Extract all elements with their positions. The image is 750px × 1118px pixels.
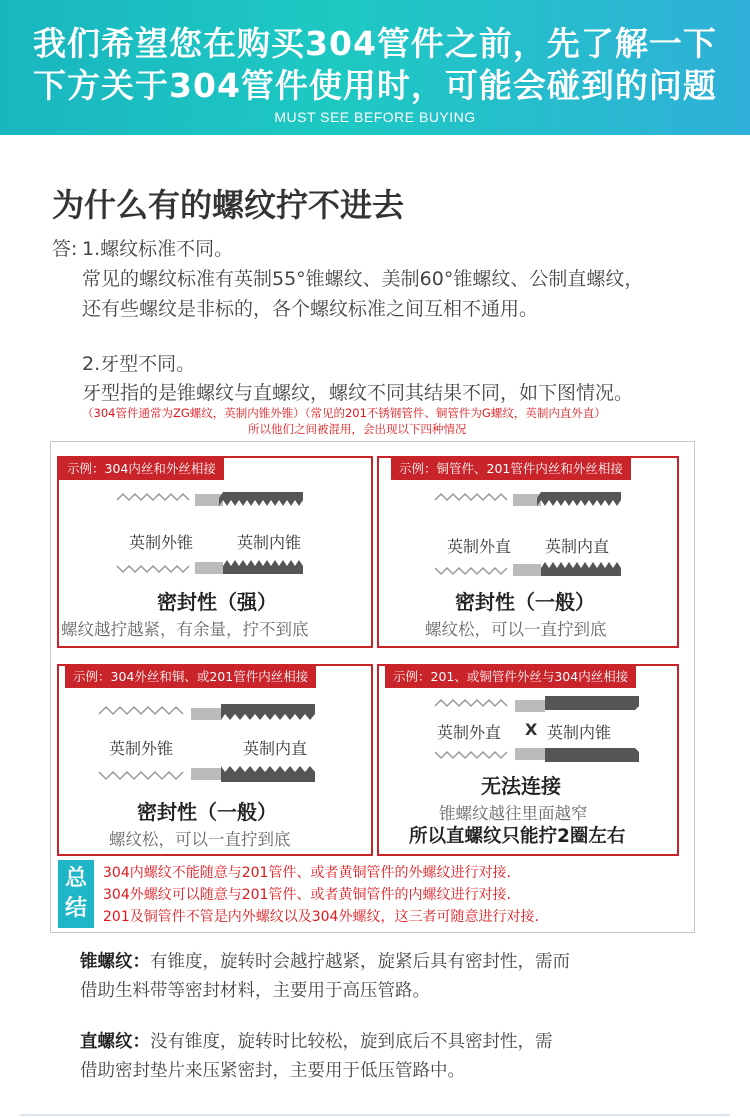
- left-label: 英制外直: [437, 723, 502, 742]
- banner-subtitle: MUST SEE BEFORE BUYING: [274, 109, 476, 125]
- red-note-2: 所以他们之间被混用，会出现以下四种情况: [248, 422, 467, 436]
- result-desc: 螺纹越拧越紧，有余量，拧不到底: [61, 620, 309, 639]
- result-title: 无法连接: [481, 774, 561, 798]
- case-card-4: [377, 664, 679, 856]
- result-title: 密封性（一般）: [137, 800, 277, 824]
- taper-thread-title: 锥螺纹：: [80, 952, 150, 972]
- thread-diagram-taper-straight-engaged: [97, 762, 317, 788]
- thread-diagram-taper-male-straight-female: [97, 698, 317, 724]
- red-note-1: （304管件通常为ZG螺纹，英制内锥外锥）（常见的201不锈钢管件、铜管件为G螺纹，英制内直外直）: [82, 406, 606, 420]
- answer-point1-line1: 常见的螺纹标准有英制55°锥螺纹、美制60°锥螺纹、公制直螺纹，: [82, 268, 644, 290]
- left-label: 英制外锥: [129, 533, 194, 552]
- case-tag: 示例：304外丝和铜、或201管件内丝相接: [65, 666, 316, 688]
- summary-line-1: 304内螺纹不能随意与201管件、或者黄铜管件的外螺纹进行对接.: [103, 865, 511, 881]
- case-tag: 示例：铜管件、201管件内丝和外丝相接: [391, 458, 631, 480]
- result-desc: 螺纹松，可以一直拧到底: [109, 830, 291, 849]
- thread-diagram-no-connection: [433, 742, 643, 766]
- straight-thread-text1: 没有锥度，旋转时比较松，旋到底后不具密封性，需: [150, 1032, 553, 1052]
- banner-title-line1: 我们希望您在购买304管件之前，先了解一下: [33, 24, 717, 63]
- right-label: 英制内锥: [237, 533, 302, 552]
- taper-thread-line1: [80, 948, 570, 973]
- right-label: 英制内直: [243, 739, 308, 758]
- thread-diagram-taper-engaged: [115, 556, 305, 580]
- case-card-3: [57, 664, 373, 856]
- right-label: 英制内锥: [547, 723, 612, 742]
- thread-diagram-straight-engaged: [433, 558, 623, 582]
- case-card-1: [57, 456, 373, 648]
- straight-thread-text2: 借助密封垫片来压紧密封，主要用于低压管路中。: [80, 1061, 465, 1081]
- section-heading: 为什么有的螺纹拧不进去: [52, 186, 405, 224]
- bottom-divider: [20, 1114, 730, 1116]
- header-banner: [0, 0, 750, 135]
- case-tag: 示例：201、或铜管件外丝与304内丝相接: [385, 666, 636, 688]
- result-desc: 螺纹松，可以一直拧到底: [425, 620, 607, 639]
- thread-diagram-straight-male-taper-female: [433, 692, 643, 716]
- case-tag: 示例：304内丝和外丝相接: [59, 458, 224, 480]
- straight-thread-title: 直螺纹：: [80, 1032, 150, 1052]
- answer-point2-title: 2.牙型不同。: [82, 353, 196, 375]
- summary-badge: 总结: [58, 860, 94, 928]
- thread-diagram-straight-male-female: [433, 486, 623, 510]
- result-desc: 锥螺纹越往里面越窄: [439, 804, 588, 823]
- answer-prefix: 答:: [52, 238, 78, 260]
- right-label: 英制内直: [545, 537, 610, 556]
- left-label: 英制外锥: [109, 739, 174, 758]
- answer-point1-title: 1.螺纹标准不同。: [82, 238, 234, 260]
- cross-mark-icon: X: [525, 720, 538, 739]
- left-label: 英制外直: [447, 537, 512, 556]
- result-title: 密封性（强）: [157, 590, 277, 614]
- summary-block: [58, 860, 668, 928]
- summary-line-3: 201及铜管件不管是内外螺纹以及304外螺纹，这三者可随意进行对接.: [103, 909, 539, 925]
- result-desc-2: 所以直螺纹只能拧2圈左右: [409, 826, 626, 847]
- case-card-2: [377, 456, 679, 648]
- taper-thread-text2: 借助生料带等密封材料，主要用于高压管路。: [80, 981, 430, 1001]
- thread-diagram-taper-male-female: [115, 486, 305, 510]
- result-title: 密封性（一般）: [455, 590, 595, 614]
- answer-point2-line1: 牙型指的是锥螺纹与直螺纹，螺纹不同其结果不同，如下图情况。: [82, 382, 634, 404]
- banner-title-line2: 下方关于304管件使用时，可能会碰到的问题: [33, 66, 717, 105]
- summary-line-2: 304外螺纹可以随意与201管件、或者黄铜管件的内螺纹进行对接.: [103, 887, 511, 903]
- taper-thread-text1: 有锥度，旋转时会越拧越紧，旋紧后具有密封性，需而: [150, 952, 570, 972]
- straight-thread-line1: [80, 1028, 553, 1053]
- answer-point1-line2: 还有些螺纹是非标的，各个螺纹标准之间互相不通用。: [82, 298, 539, 320]
